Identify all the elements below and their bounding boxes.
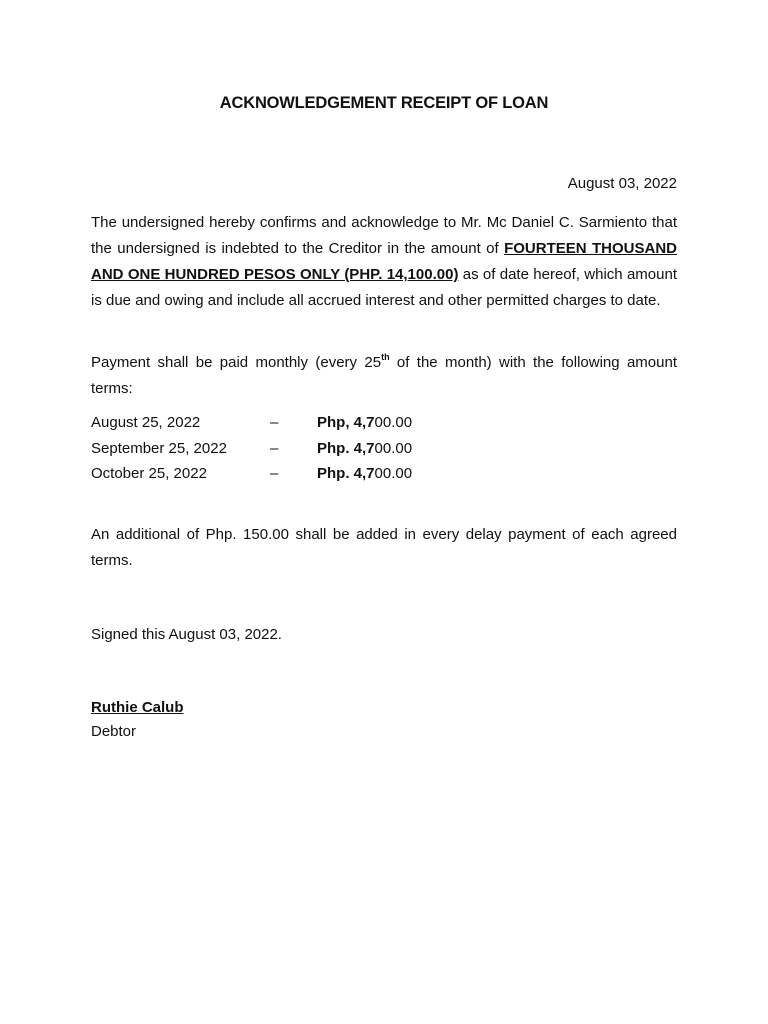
term-amount-rest: 00.00 (374, 414, 413, 431)
acknowledgement-paragraph (91, 210, 677, 314)
loan-amount-text: FOURTEEN THOUSAND AND ONE HUNDRED PESOS ONLY (PHP. 14,100.00) (91, 240, 677, 283)
term-amount-rest: 00.00 (374, 439, 413, 457)
term-dash: – (270, 414, 279, 431)
ordinal-superscript: th (381, 352, 390, 362)
term-amount (317, 465, 412, 482)
document-title: ACKNOWLEDGEMENT RECEIPT OF LOAN (219, 94, 549, 112)
term-amount-bold: Php. 4,7 (317, 439, 375, 457)
term-amount-bold: Php. 4,7 (317, 465, 375, 482)
term-amount (317, 414, 412, 431)
payment-lead-text: Payment shall be paid monthly (every 25 (91, 354, 382, 371)
term-dash: – (270, 465, 279, 482)
document-date: August 03, 2022 (567, 175, 677, 192)
paragraph-tail-text: as of date hereof, which amount is due and owing and include all accrued interest and other permitted charges to date. (91, 266, 677, 309)
term-amount-bold: Php, 4,7 (317, 414, 375, 431)
term-date: August 25, 2022 (91, 414, 201, 431)
signed-line: Signed this August 03, 2022. (91, 626, 282, 643)
debtor-name: Ruthie Calub (91, 699, 184, 716)
late-tail-text: shall be added in every delay payment of each agreed terms. (91, 526, 677, 569)
debtor-role: Debtor (91, 723, 137, 740)
late-lead-text: An additional of Php. 1 (91, 526, 252, 543)
late-payment-paragraph (91, 522, 677, 574)
term-amount (317, 440, 412, 457)
payment-schedule-paragraph (91, 350, 677, 402)
term-date: October 25, 2022 (91, 465, 207, 482)
term-date: September 25, 2022 (91, 439, 227, 457)
payment-tail-text: of the month) with the following amount terms: (91, 354, 677, 397)
term-amount-rest: 00.00 (374, 465, 413, 482)
late-amount-rest: 50.00 (251, 526, 289, 543)
paragraph-lead-text: The undersigned hereby confirms and acknowledge to Mr. Mc Daniel C. Sarmiento that the undersigned is indebted to the Creditor in the amount of (91, 214, 677, 257)
term-dash: – (270, 439, 279, 457)
